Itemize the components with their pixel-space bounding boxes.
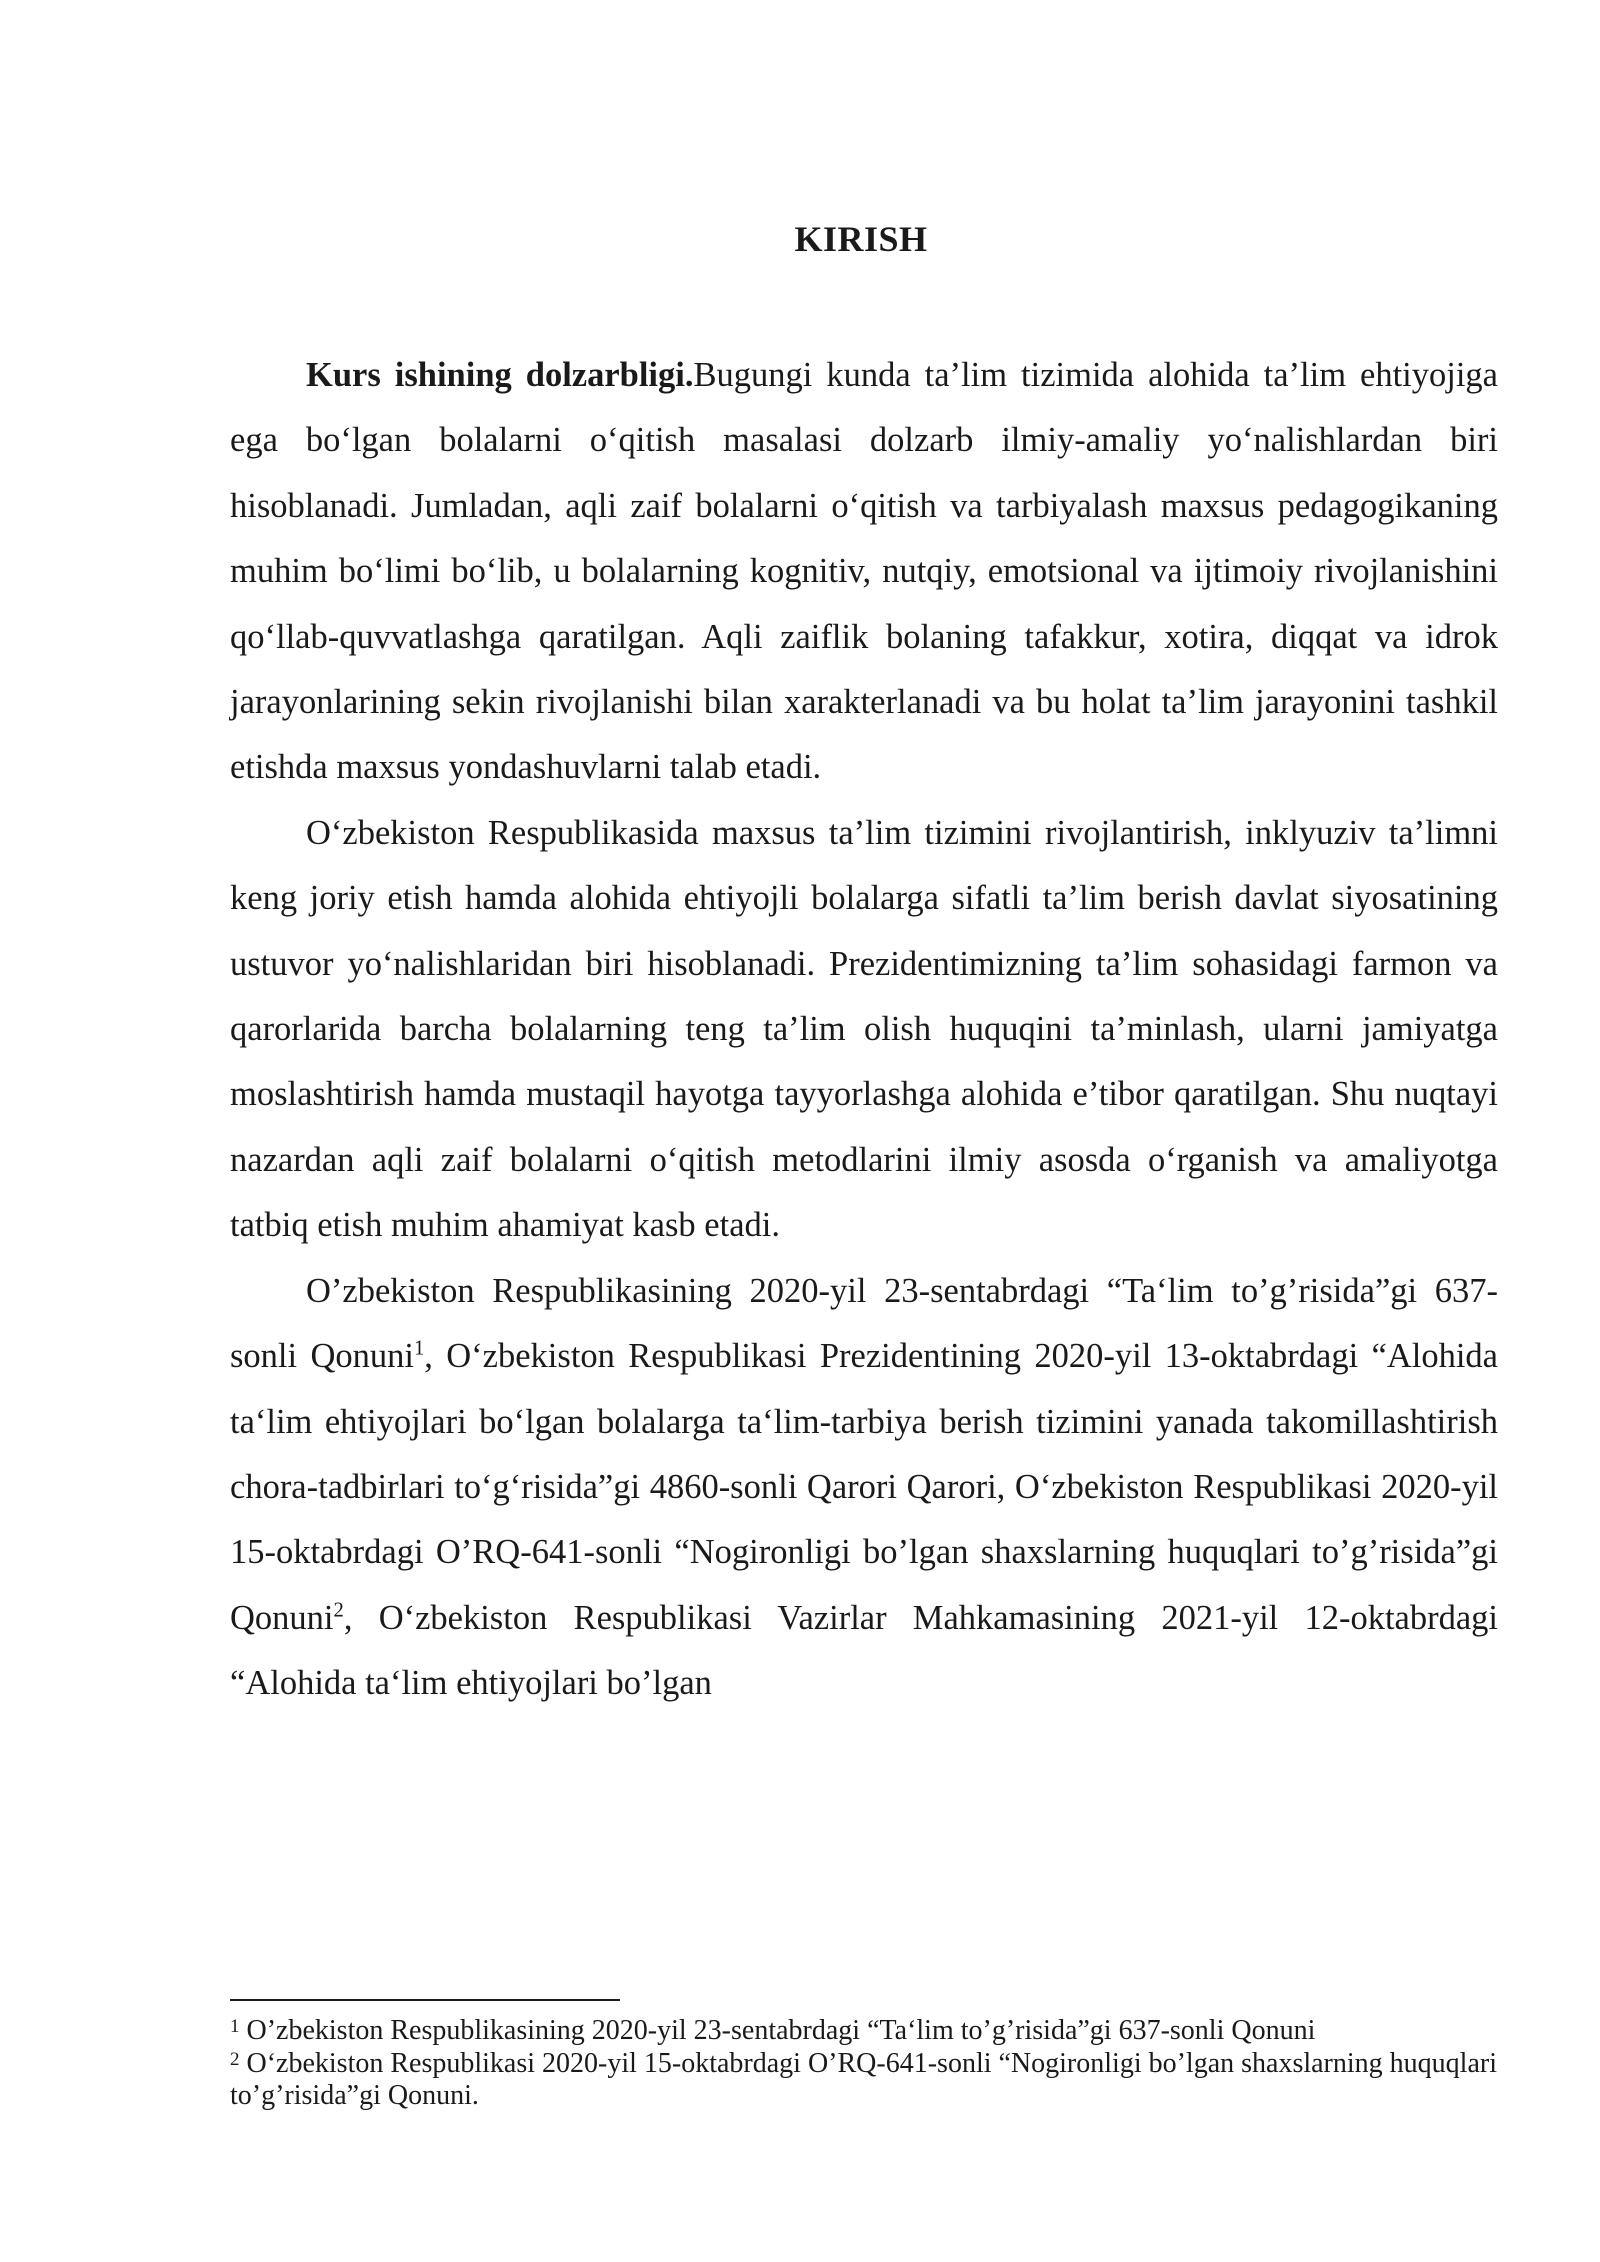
footnotes <box>230 2015 1498 2113</box>
paragraph-text: O’zbekiston Respublikasining 2020-yil 23-sentabrdagi “Ta‘lim to’g’risida”gi 637-sonli Qonuni <box>230 1271 1498 1376</box>
footnote-item <box>230 2048 1498 2113</box>
footnote-reference[interactable]: 1 <box>413 1337 425 1360</box>
footnote-text: O’zbekiston Respublikasining 2020-yil 23-sentabrdagi “Ta‘lim to’g’risida”gi 637-sonli Qonuni <box>239 2015 1316 2046</box>
body-text <box>230 343 1498 1717</box>
paragraph-text: , O‘zbekiston Respublikasi Prezidentining 2020-yil 13-oktabrdagi “Alohida ta‘lim ehtiyojlari bo‘lgan bolalarga ta‘lim-tarbiya berish tizimini yanada takomillashtirish chora-tadbirlari to‘g‘risida”gi 4860-sonli Qarori Qarori, O‘zbekiston Respublikasi 2020-yil 15-oktabrdagi O’RQ-641-sonli “Nogironligi bo’lgan shaxslarning huquqlari to’g’risida”gi Qonuni <box>230 1337 1498 1637</box>
paragraph-lead: Kurs ishining dolzarbligi. <box>306 356 694 394</box>
footnote-item <box>230 2015 1498 2048</box>
section-heading: KIRISH <box>794 219 928 259</box>
footnote-text: O‘zbekiston Respublikasi 2020-yil 15-oktabrdagi O’RQ-641-sonli “Nogironligi bo’lgan shaxslarning huquqlari to’g’risida”gi Qonuni. <box>230 2047 1497 2111</box>
paragraph-state-policy: O‘zbekiston Respublikasida maxsus ta’lim tizimini rivojlantirish, inklyuziv ta’limni keng joriy etish hamda alohida ehtiyojli bolalarga sifatli ta’lim berish davlat siyosatining ustuvor yo‘nalishlaridan biri hisoblanadi. Prezidentimizning ta’lim sohasidagi farmon va qarorlarida barcha bolalarning teng ta’lim olish huquqini ta’minlash, ularni jamiyatga moslashtirish hamda mustaqil hayotga tayyorlashga alohida e’tibor qaratilgan. Shu nuqtayi nazardan aqli zaif bolalarni o‘qitish metodlarini ilmiy asosda o‘rganish va amaliyotga tatbiq etish muhim ahamiyat kasb etadi. <box>230 813 1498 1245</box>
footnote-mark: 1 <box>230 2016 240 2037</box>
paragraph-relevance <box>230 343 1498 801</box>
footnote-mark: 2 <box>230 2048 240 2070</box>
paragraph-text: , O‘zbekiston Respublikasi Vazirlar Mahkamasining 2021-yil 12-oktabrdagi “Alohida ta‘lim ehtiyojlari bo’lgan <box>230 1598 1498 1703</box>
paragraph-text: Bugungi kunda ta’lim tizimida alohida ta’lim ehtiyojiga ega bo‘lgan bolalarni o‘qitish masalasi dolzarb ilmiy-amaliy yo‘nalishlardan biri hisoblanadi. Jumladan, aqli zaif bolalarni o‘qitish va tarbiyalash maxsus pedagogikaning muhim bo‘limi bo‘lib, u bolalarning kognitiv, nutqiy, emotsional va ijtimoiy rivojlanishini qo‘llab-quvvatlashga qaratilgan. Aqli zaiflik bolaning tafakkur, xotira, diqqat va idrok jarayonlarining sekin rivojlanishi bilan xarakterlanadi va bu holat ta’lim jarayonini tashkil etishda maxsus yondashuvlarni talab etadi. <box>230 356 1498 787</box>
paragraph-legal-basis <box>230 1259 1498 1717</box>
footnote-reference[interactable]: 2 <box>333 1599 344 1622</box>
footnote-separator <box>230 1999 620 2001</box>
